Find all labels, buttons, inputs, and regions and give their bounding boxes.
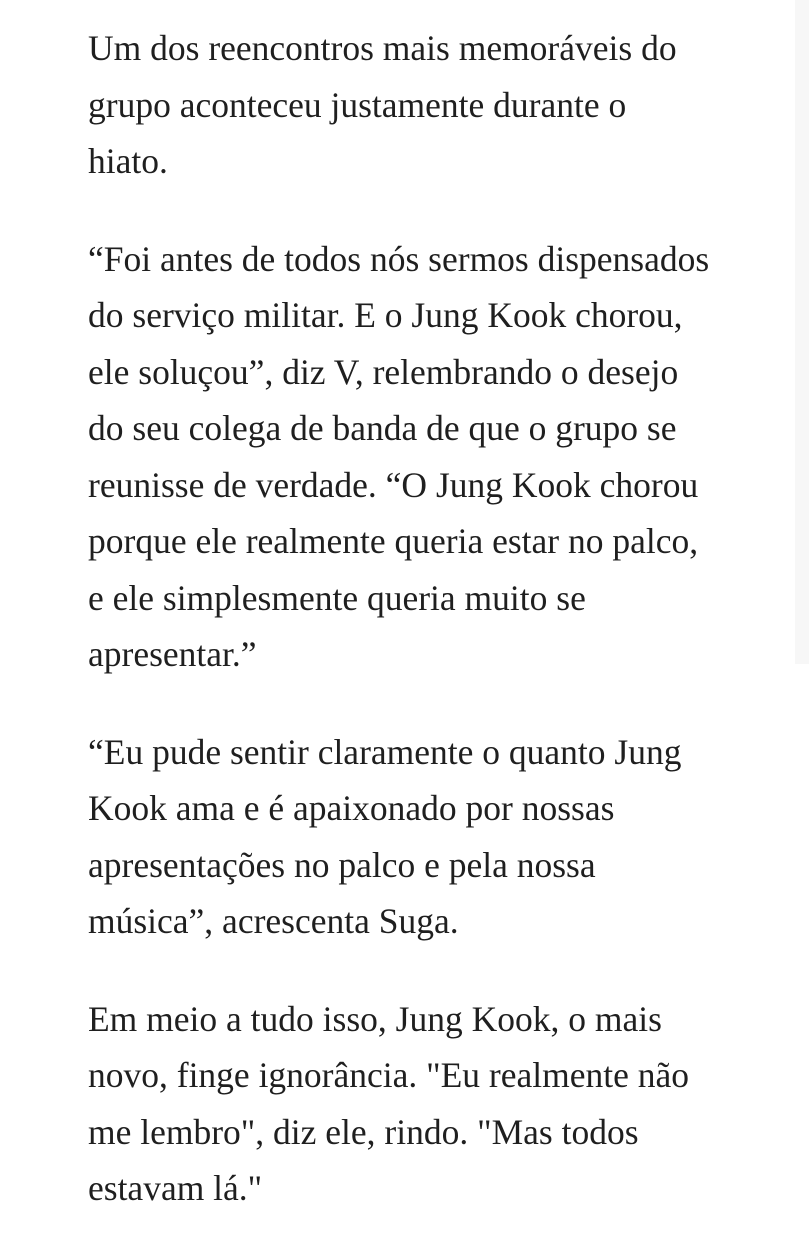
paragraph-suga-quote (88, 724, 793, 950)
text-line: Kook ama e é apaixonado por nossas (88, 788, 615, 828)
text-line: apresentações no palco e pela nossa (88, 844, 596, 885)
text-line: reunisse de verdade. “O Jung Kook chorou (88, 464, 699, 505)
text-line: apresentar.” (88, 634, 257, 674)
text-line: música”, acrescenta Suga. (88, 901, 459, 941)
text-line: novo, finge ignorância. "Eu realmente não (88, 1055, 690, 1095)
text-line: Um dos reencontros mais memoráveis do (88, 28, 677, 68)
paragraph-v-quote (88, 231, 793, 683)
text-line: “Eu pude sentir claramente o quanto Jung (88, 731, 682, 772)
text-line: ele soluçou”, diz V, relembrando o desejo (88, 351, 679, 392)
article-body (88, 20, 793, 1258)
text-line: do serviço militar. E o Jung Kook chorou, (88, 295, 683, 335)
text-line: Em meio a tudo isso, Jung Kook, o mais (88, 998, 662, 1039)
text-line: me lembro", diz ele, rindo. "Mas todos (88, 1111, 639, 1152)
text-line: grupo aconteceu justamente durante o (88, 84, 627, 125)
text-line: “Foi antes de todos nós sermos dispensados (88, 238, 710, 279)
paragraph-reunion (88, 20, 793, 190)
text-line: porque ele realmente queria estar no palco, (88, 521, 699, 561)
text-line: estavam lá." (88, 1168, 263, 1208)
text-line: e ele simplesmente queria muito se (88, 577, 586, 618)
paragraph-jungkook (88, 991, 793, 1217)
side-strip (795, 0, 809, 664)
text-line: hiato. (88, 141, 168, 181)
text-line: do seu colega de banda de que o grupo se (88, 408, 677, 448)
